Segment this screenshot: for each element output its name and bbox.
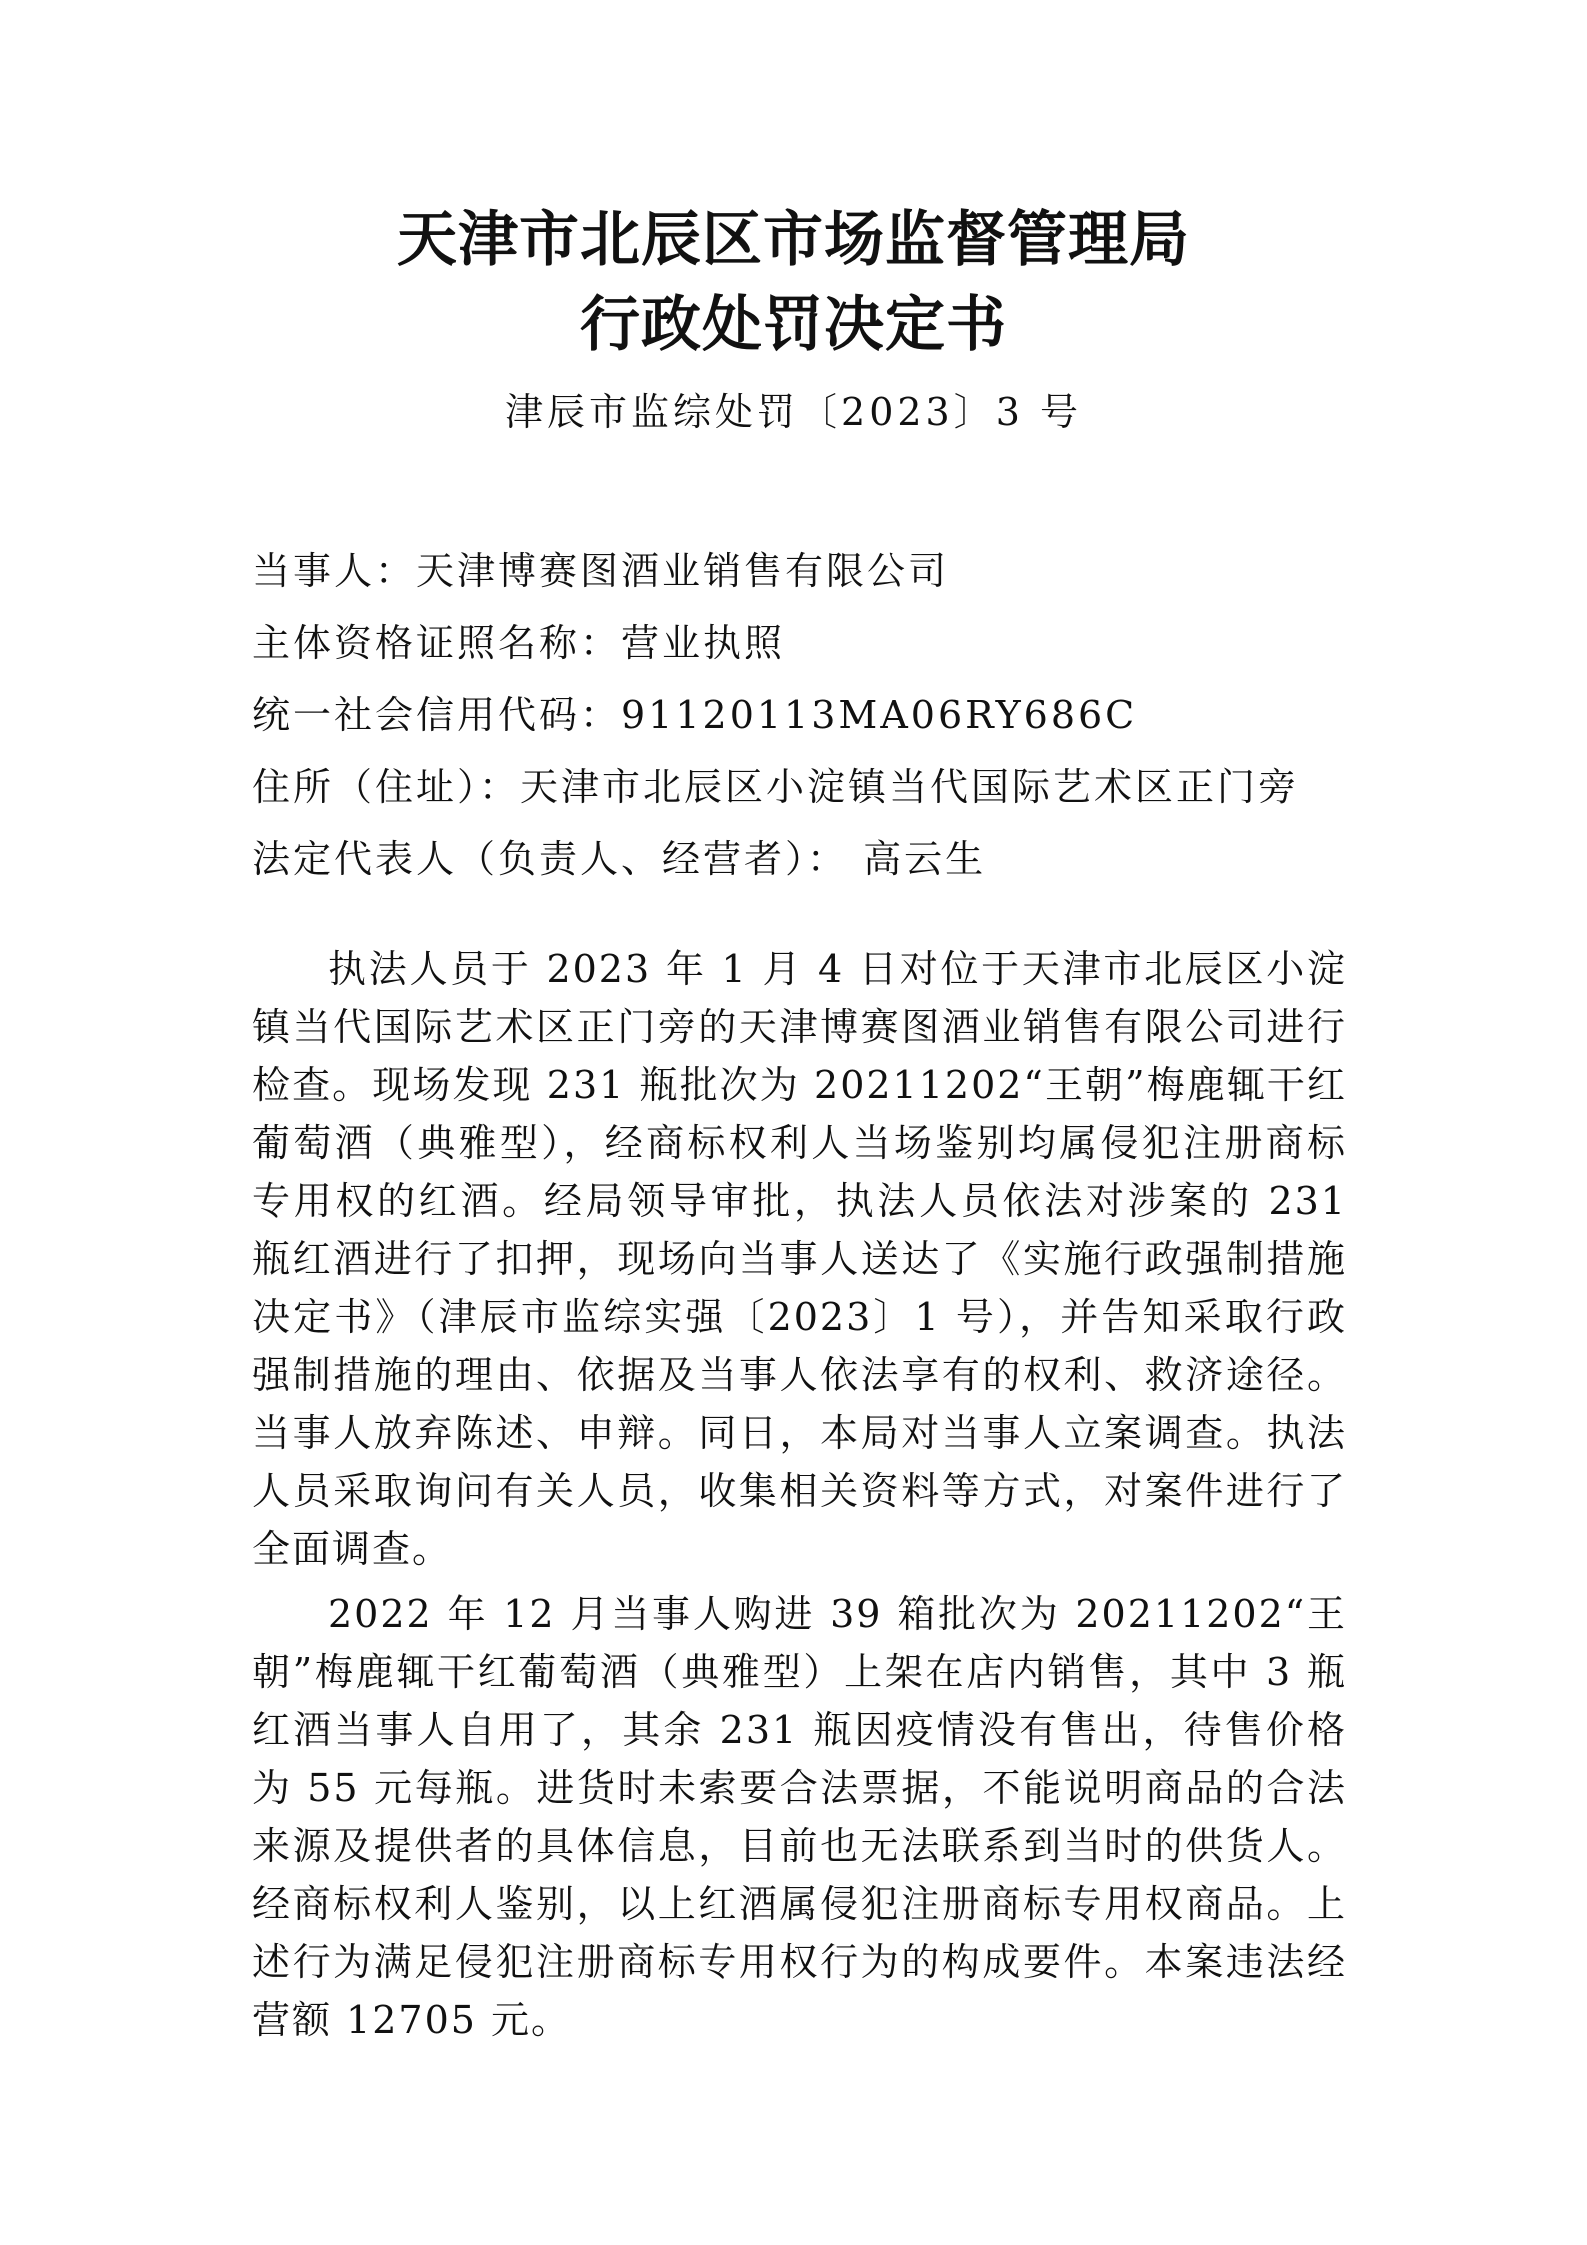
- decision-body: [252, 940, 1347, 2056]
- party-info-block: [252, 535, 1352, 895]
- body-paragraph-inspection: 执法人员于 2023 年 1 月 4 日对位于天津市北辰区小淀镇当代国际艺术区正门旁的天津博赛图酒业销售有限公司进行检查。现场发现 231 瓶批次为 20211202“王朝”梅鹿辄干红葡萄酒（典雅型），经商标权利人当场鉴别均属侵犯注册商标专用权的红酒。经局领导审批，执法人员依法对涉案的 231 瓶红酒进行了扣押，现场向当事人送达了《实施行政强制措施决定书》（津辰市监综实强〔2023〕1 号），并告知采取行政强制措施的理由、依据及当事人依法享有的权利、救济途径。当事人放弃陈述、申辩。同日，本局对当事人立案调查。执法人员采取询问有关人员，收集相关资料等方式，对案件进行了全面调查。: [252, 947, 1347, 1571]
- body-paragraph-facts: 2022 年 12 月当事人购进 39 箱批次为 20211202“王朝”梅鹿辄干红葡萄酒（典雅型）上架在店内销售，其中 3 瓶红酒当事人自用了，其余 231 瓶因疫情没有售出，待售价格为 55 元每瓶。进货时未索要合法票据，不能说明商品的合法来源及提供者的具体信息，目前也无法联系到当时的供货人。经商标权利人鉴别，以上红酒属侵犯注册商标专用权商品。上述行为满足侵犯注册商标专用权行为的构成要件。本案违法经营额 12705 元。: [252, 1592, 1347, 2042]
- party-address: 住所（住址）：天津市北辰区小淀镇当代国际艺术区正门旁: [252, 765, 1300, 809]
- legal-representative: 法定代表人（负责人、经营者）： 高云生: [252, 837, 987, 881]
- document-title-agency: 天津市北辰区市场监督管理局: [397, 205, 1190, 275]
- document-number: 津辰市监综处罚〔2023〕3 号: [505, 390, 1082, 434]
- credit-code: 统一社会信用代码：91120113MA06RY686C: [252, 693, 1138, 737]
- party-name: 当事人：天津博赛图酒业销售有限公司: [252, 549, 950, 593]
- document-title-type: 行政处罚决定书: [580, 290, 1007, 360]
- license-type: 主体资格证照名称：营业执照: [252, 621, 786, 665]
